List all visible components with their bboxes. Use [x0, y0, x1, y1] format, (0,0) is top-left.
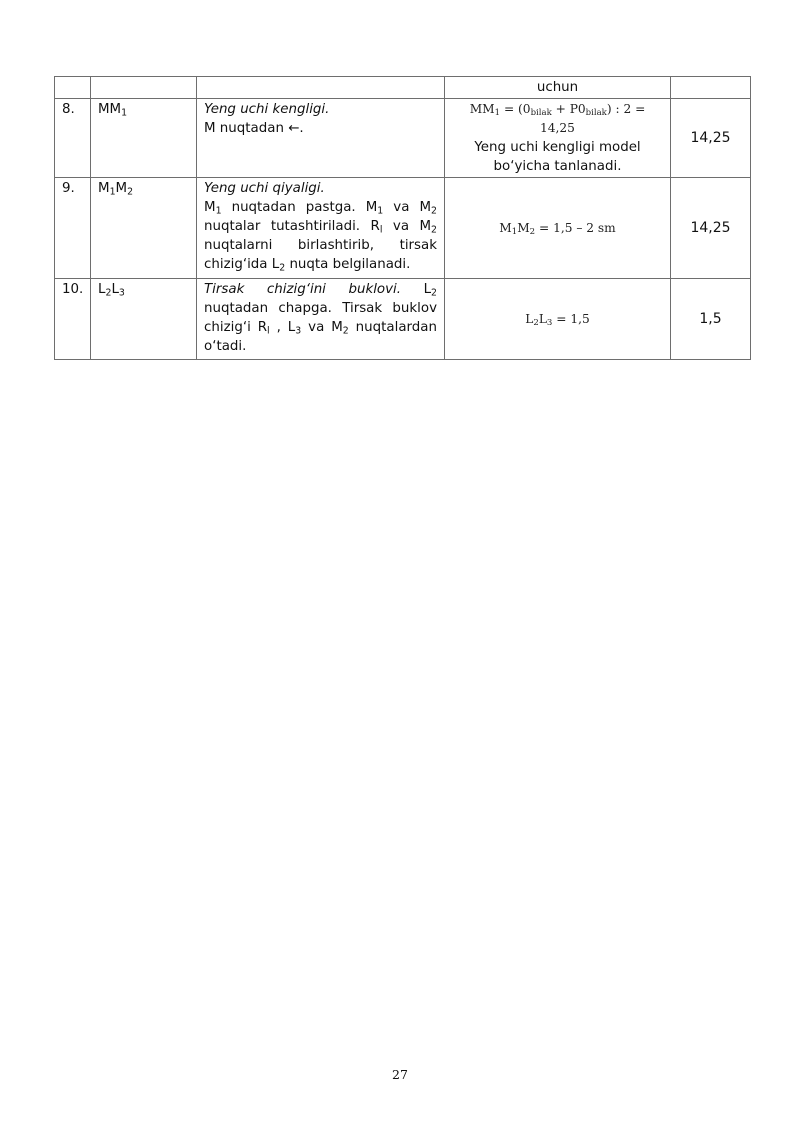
cell-code: $MM_1$	[91, 99, 197, 178]
cell-value: 14,25	[671, 178, 751, 279]
cell-description	[197, 279, 445, 360]
cell-num: 10.	[55, 279, 91, 360]
cell-value: 1,5	[671, 279, 751, 360]
step-text: $M_1$ nuqtadan pastga. $M_1$ va $M_2$	[204, 200, 437, 217]
cell-num: 9.	[55, 178, 91, 279]
cell-description	[197, 178, 445, 279]
formula: $MM_1 = (0_{bilak} + P0_{bilak})$ : 2 = 14,25	[469, 102, 646, 135]
step-text: nuqtadan chapga. Tirsak buklov	[204, 301, 437, 316]
step-text: Tirsak chizig‘ini buklovi. $L_2$	[204, 282, 437, 299]
cell-num	[55, 77, 91, 99]
table-row	[55, 279, 751, 360]
cell-description	[197, 77, 445, 99]
formula: $L_2L_3 = 1,5$	[525, 311, 590, 328]
formula-note: bo‘yicha tanlanadi.	[493, 159, 622, 174]
cell-value: 14,25	[671, 99, 751, 178]
cell-formula	[445, 178, 671, 279]
step-title: Yeng uchi kengligi.	[204, 102, 330, 117]
measurement-table	[54, 76, 751, 360]
formula: $M_1M_2 = 1,5 - 2$ sm	[499, 220, 616, 237]
step-text: chizig‘ida $L_2$ nuqta belgilanadi.	[204, 257, 411, 274]
cell-formula	[445, 279, 671, 360]
step-text: nuqtalarni birlashtirib, tirsak	[204, 238, 437, 253]
table-row	[55, 99, 751, 178]
cell-value	[671, 77, 751, 99]
step-text: M nuqtadan ←.	[204, 121, 304, 136]
cell-code: $L_2L_3$	[91, 279, 197, 360]
cell-code: $M_1M_2$	[91, 178, 197, 279]
cell-formula: uchun	[445, 77, 671, 99]
formula-note: Yeng uchi kengligi model	[474, 140, 641, 155]
step-text: chizig‘i $R_l$ , $L_3$ va $M_2$ nuqtalardan	[204, 320, 438, 337]
table-row	[55, 178, 751, 279]
step-text: nuqtalar tutashtiriladi. $R_l$ va $M_2$	[204, 219, 437, 236]
step-title: Tirsak chizig‘ini buklovi.	[204, 282, 402, 297]
step-title: Yeng uchi qiyaligi.	[204, 181, 325, 196]
cell-code	[91, 77, 197, 99]
cell-description	[197, 99, 445, 178]
cell-formula	[445, 99, 671, 178]
cell-num: 8.	[55, 99, 91, 178]
step-text: o‘tadi.	[204, 339, 247, 354]
table-row	[55, 77, 751, 99]
page-number: 27	[392, 1067, 408, 1082]
